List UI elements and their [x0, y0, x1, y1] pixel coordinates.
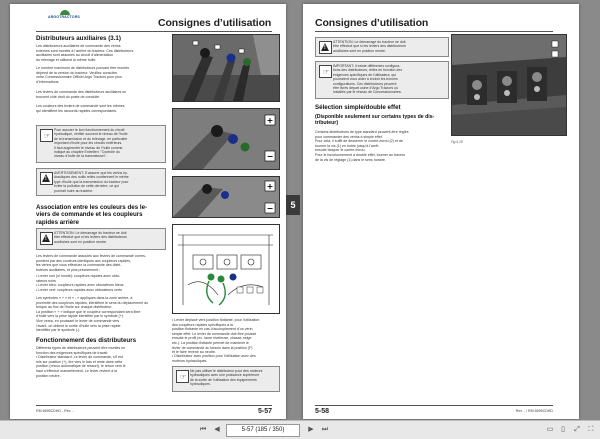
header-rule [315, 31, 553, 32]
paragraph-6: Les symboles « + » et « - » appliqués dans la zone arrière, à proximité des coupleurs rapides, identifient le sens du déplacement du torique au flux de l’huile sur chaque distributeur. La position « + » indique que le coupleur correspondant sera libre d’huile vers la prise rapide identifiée par le symbole (+). Vice versa, en poussant le levier de commande vers l’avant, on obtient le sortie d’huile vers la prise rapide identifiée par le symbole (-). [36, 296, 149, 333]
fullscreen-icon[interactable]: ⛶ [588, 426, 594, 433]
svg-text:−: − [266, 204, 274, 213]
page-number: 5-58 [315, 408, 330, 415]
hand-pointer-icon: ☞ [176, 370, 189, 383]
note-hand-1: ☞ Pour assurer le bon fonctionnement du circuit hydraulique, vérifier souvent le niveau de l’huile de la transmission et du relevage, en particulier important d’huile pour les circuits extérieurs. Il faut augmenter le niveau de l’huile comme indiqué au chapitre Entretien: "Contrôle du niveau d’huile de la transmission". [36, 125, 166, 163]
svg-text:−: − [266, 152, 274, 161]
single-page-view-icon[interactable]: ▭ [546, 426, 554, 433]
caption-hydraulic-motors: • Distributeur avec position pour l’utilisation avec des moteurs hydrauliques. [172, 354, 256, 363]
pdf-toolbar [0, 420, 600, 439]
paragraph-7: Différents types de distributeurs peuvent être montés en fonction des exigences spécifiques de travail: • Distributeur standard. Le levier de commande, s’il est mis sur position (+), tire vers le bas et reste dans cette position (retour automatique de ressort), le retour vers le haut s’effectue manuellement. Le levier revient à la position neutre. [36, 346, 126, 378]
paragraph-selection: Certains distributeurs de type standard peuvent être réglés pour commander des vérins à simple effet. Pour cela, il suffit de desserrer le contre-écrou (2) et de tourner la vis (1) en butée jusqu’à l’arrêt, ensuite bloquer le contre-écrou. Pour le fonctionnement à double effet, tourner au travers de la vis de réglage (1) dans le sens horaire. [315, 130, 409, 162]
page-title: Consignes d’utilisation [158, 17, 272, 29]
page-left [10, 4, 286, 419]
footer-rule [36, 405, 272, 406]
first-page-button[interactable]: ⏮ [199, 426, 207, 433]
hand-pointer-icon: ☞ [40, 129, 53, 142]
note-warning-1: ! AVERTISSEMENT: S’assurer que les vérins hy- drauliques des outils reliés contiennent le même type d’huile que la transmission du tracteur pour éviter la pollution de cette dernière, ce qui pourrait nuire au tracteur. [36, 168, 166, 196]
bullet-list-colors: • Levier noir (si monté): coupleurs rapides avec obtu- rateurs noirs • Levier bleu: coupleurs rapides avec obturateurs bleus • Levier vert: coupleurs rapides avec obturateurs verts [36, 274, 124, 292]
paragraph-3: Les leviers de commande des distributeurs auxiliaires se trouvent côté droit du poste de conduite. [36, 90, 127, 99]
caption-floating-position: • Levier déplacé vers position flottante, pour l’utilisation des coupleurs rapides spécifiques à la position flottante en cas d’accouplement d’un vérin simple effet. Le levier de commande doit être poussé ensuite le profil (ex. lame niveleuse, chasse-neige etc.). La position flottante permet de maintenir le levier de commande au besoin dans la position (F) et le faire revenir au neutre. [172, 318, 260, 355]
diagram-rear-couplers [172, 224, 280, 314]
two-page-view-icon[interactable]: ▯ [561, 426, 565, 433]
header-rule [36, 31, 272, 32]
photo-distributor-adjustment [451, 34, 567, 136]
footer-rule [315, 405, 553, 406]
page-number: 5-57 [257, 408, 272, 415]
note-warning: ! ATTENTION: Le démarrage du tracteur ne doit être effectué que si les leviers des distributeurs auxiliaires sont en position neutre. [315, 37, 449, 57]
heading-fonctionnement: Fonctionnement des distributeurs [36, 337, 137, 344]
subheading-availability: (Disponible seulement sur certains types de dis- tributeur) [315, 114, 435, 127]
heading-selection: Sélection simple/double effet [315, 104, 401, 111]
warning-icon [40, 232, 53, 245]
page-right [303, 4, 579, 419]
chapter-tab: 5 [286, 195, 300, 215]
page-number-input[interactable]: 5-57 (185 / 350) [226, 424, 300, 437]
hand-pointer-icon: ☞ [319, 65, 332, 78]
photo-plus-minus-levers [172, 108, 280, 170]
warning-icon [319, 41, 332, 54]
photo-levers-position [172, 176, 280, 218]
note-hand-2: ☞ Ne pas utiliser le distributeur pour des moteurs hydrauliques avec une puissance supérieure de la sortie de l’utilisation des équipements hydrauliques. [172, 366, 280, 392]
heading-distributeurs: Distributeurs auxiliaires (3.1) [36, 35, 121, 42]
svg-text:+: + [266, 182, 274, 191]
paragraph-4: Les couleurs des leviers de commande sont les mêmes qui identifient les raccords rapides correspondants. [36, 104, 125, 113]
svg-text:+: + [266, 116, 274, 125]
figure-reference: Fig 5-28 [451, 140, 463, 144]
page-title: Consignes d’utilisation [315, 17, 429, 29]
previous-page-button[interactable]: ◀ [214, 426, 220, 433]
heading-association: Association entre les couleurs des le- viers de commande et les coupleurs rapides arrière [36, 204, 148, 226]
argo-tractors-logo: ARGOTRACTORS [48, 10, 84, 20]
paragraph-5: Les leviers de commande associés aux leviers de commande corres- pondent par des couleurs identiques aux coupleurs rapides, les vérins que vous effectuez la commande des distri- buteurs auxiliaires, et plus précisément : [36, 254, 147, 272]
paragraph-2: Le nombre maximum de distributeurs pouvant être montés dépend de la version du tracteur. Veuillez consulter votre Concessionnaire Officiel Argo Tractors pour plus d’informations. [36, 66, 130, 84]
footer-reference: RM 6695CDHD - Rev. - [36, 409, 74, 413]
footer-reference: Rev. - / RM 6695CDHD [515, 409, 553, 413]
last-page-button[interactable]: ⏭ [321, 426, 329, 433]
paragraph-1: Les distributeurs auxiliaires de commande des vérins externes sont montés à l’arrière du tracteur. Ces distributeurs auxiliaires sont associés au circuit d’alimentation du relevage et utilisent la même huile. [36, 44, 134, 62]
note-important: ☞ IMPORTANT: Il existe différentes configura- tions des distributeurs, reliés en fonction des exigences spécifiques de l’utilisateur, qui pourraient vous aider à choisir les bonnes configurations. Ces distributeurs peuvent être livrés départ usine d’Argo Tractors ou installés par le réseau de Concessionnaires. [315, 61, 449, 99]
note-warning-2: ! ATTENTION: Le démarrage du tracteur ne doit être effectué que si les leviers des distributeurs auxiliaires sont en position neutre. [36, 228, 166, 250]
next-page-button[interactable]: ▶ [308, 426, 314, 433]
fit-page-icon[interactable]: ⤢ [574, 426, 580, 433]
warning-icon [40, 172, 53, 185]
photo-control-levers [172, 34, 280, 102]
